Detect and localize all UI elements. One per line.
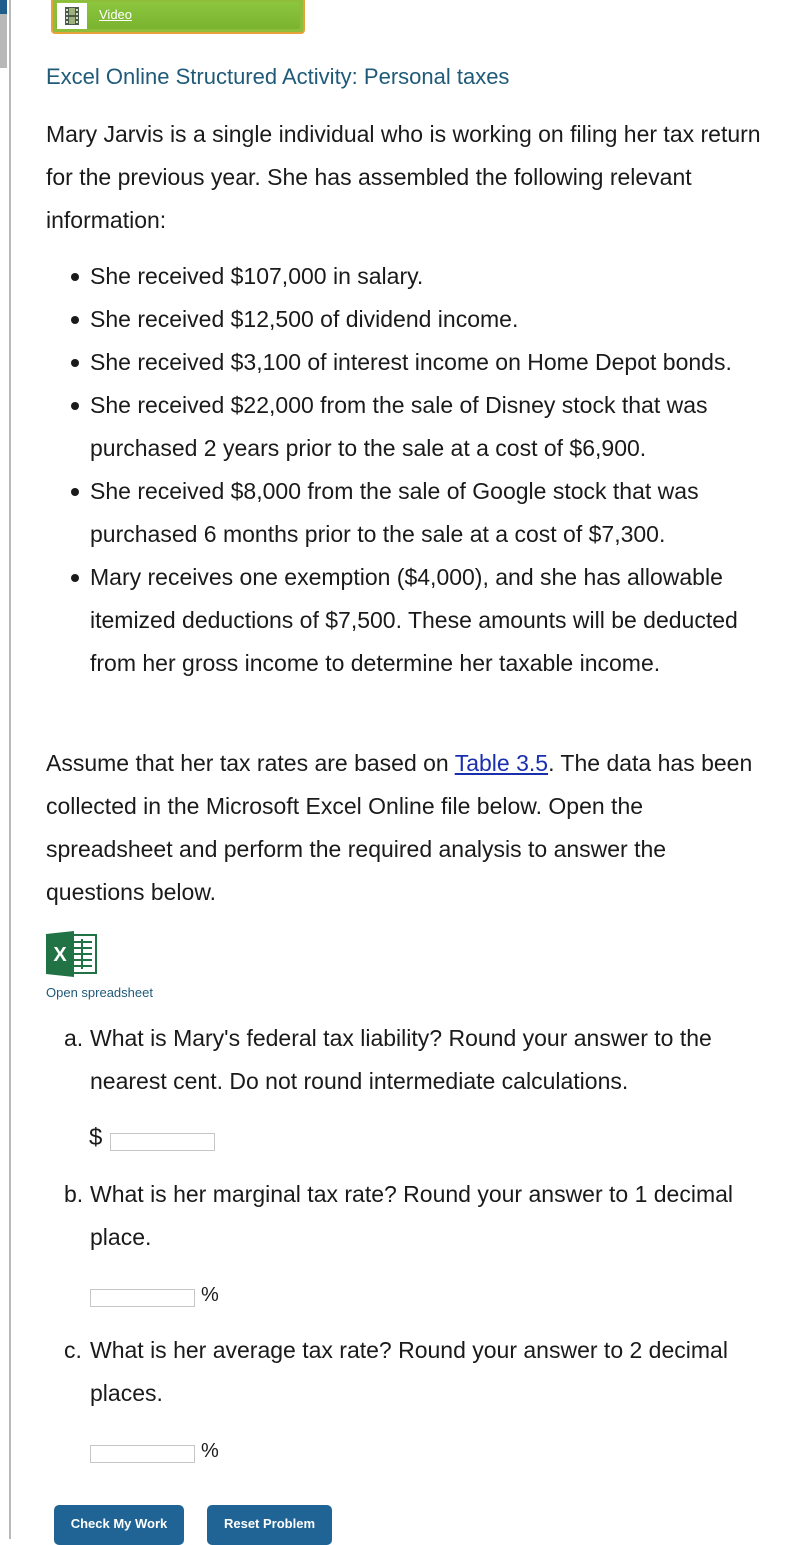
excel-icon[interactable]	[46, 931, 98, 977]
video-link[interactable]: Video	[99, 6, 133, 22]
intro-paragraph: Mary Jarvis is a single individual who is working on filing her tax return for the previous year. She has assembled the following relevant information:	[46, 121, 761, 233]
average-rate-input[interactable]	[90, 1445, 195, 1463]
percent-sign: %	[201, 1284, 219, 1306]
video-button-background	[56, 2, 300, 29]
question-b	[64, 1173, 779, 1259]
list-item-text: She received $8,000 from the sale of Google stock that was purchased 6 months prior to the sale at a cost of $7,300.	[90, 478, 699, 547]
table-3-5-link[interactable]: Table 3.5	[454, 750, 549, 776]
question-letter: c.	[64, 1337, 82, 1363]
facts-list	[46, 255, 786, 685]
question-text: What is her marginal tax rate? Round your answer to 1 decimal place.	[90, 1181, 734, 1250]
percent-sign: %	[201, 1440, 219, 1462]
list-item-text: She received $107,000 in salary.	[90, 263, 424, 289]
question-c	[64, 1329, 779, 1415]
question-text: What is Mary's federal tax liability? Round your answer to the nearest cent. Do not round intermediate calculations.	[90, 1025, 712, 1094]
question-a	[64, 1017, 779, 1103]
list-item	[46, 384, 786, 470]
open-spreadsheet-link[interactable]: Open spreadsheet	[46, 985, 153, 1000]
list-item-text: She received $12,500 of dividend income.	[90, 306, 519, 332]
marginal-rate-input[interactable]	[90, 1289, 195, 1307]
bullet-icon	[71, 488, 79, 496]
list-item	[46, 470, 786, 556]
left-panel-tab-accent	[0, 0, 7, 14]
video-button[interactable]	[51, 0, 305, 34]
excel-icon-letter: X	[53, 944, 67, 966]
bullet-icon	[71, 316, 79, 324]
list-item	[46, 556, 786, 685]
activity-title: Excel Online Structured Activity: Personal taxes	[46, 64, 510, 89]
left-divider	[9, 0, 11, 1539]
dollar-sign: $	[89, 1124, 103, 1151]
list-item	[46, 341, 786, 384]
list-item	[46, 298, 786, 341]
bullet-icon	[71, 402, 79, 410]
assume-paragraph	[46, 742, 766, 914]
film-icon	[57, 3, 87, 29]
list-item-text: Mary receives one exemption ($4,000), and she has allowable itemized deductions of $7,500. These amounts will be deducted from her gross income to determine her taxable income.	[90, 564, 738, 676]
bullet-icon	[71, 574, 79, 582]
check-my-work-button[interactable]: Check My Work	[54, 1505, 184, 1545]
bullet-icon	[71, 273, 79, 281]
assume-text-before: Assume that her tax rates are based on	[46, 750, 455, 776]
list-item	[46, 255, 786, 298]
assume-text-after: . The data has been collected in the Microsoft Excel Online file below. Open the spreadsheet and perform the required analysis to answer the questions below.	[46, 750, 753, 905]
question-letter: a.	[64, 1025, 84, 1051]
bullet-icon	[71, 359, 79, 367]
reset-problem-button[interactable]: Reset Problem	[207, 1505, 332, 1545]
tax-liability-input[interactable]	[110, 1133, 215, 1151]
question-letter: b.	[64, 1181, 84, 1207]
list-item-text: She received $3,100 of interest income on Home Depot bonds.	[90, 349, 732, 375]
question-text: What is her average tax rate? Round your answer to 2 decimal places.	[90, 1337, 728, 1406]
list-item-text: She received $22,000 from the sale of Disney stock that was purchased 2 years prior to the sale at a cost of $6,900.	[90, 392, 708, 461]
